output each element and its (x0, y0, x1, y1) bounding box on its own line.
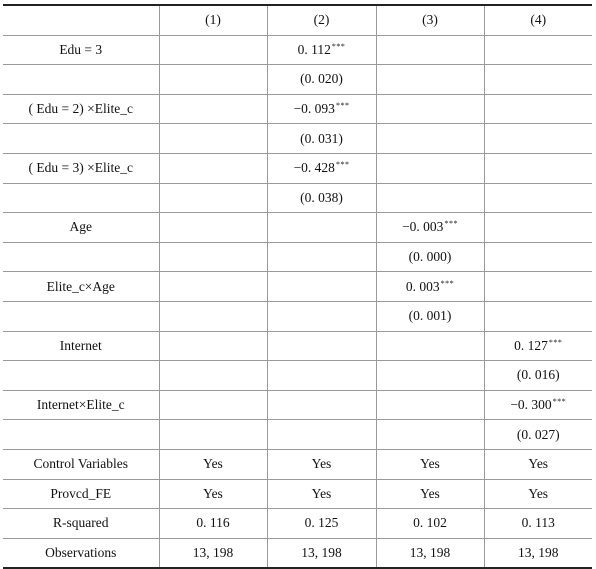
table-row (3, 538, 592, 568)
value-cell (159, 390, 267, 420)
value-cell (376, 183, 484, 213)
value-cell (376, 94, 484, 124)
value-cell (267, 213, 376, 243)
cell-value: Yes (420, 456, 440, 472)
value-cell (376, 35, 484, 65)
value-cell (159, 124, 267, 154)
significance-stars: *** (548, 337, 563, 347)
value-cell (484, 124, 592, 154)
row-label (3, 361, 159, 391)
significance-stars: *** (331, 41, 346, 51)
row-label (3, 124, 159, 154)
row-label: Internet×Elite_c (3, 390, 159, 420)
value-cell (376, 331, 484, 361)
cell-value: (0. 020) (300, 71, 343, 87)
cell-value: (0. 038) (300, 189, 343, 205)
value-cell (376, 449, 484, 479)
value-cell (159, 65, 267, 95)
value-cell (376, 361, 484, 391)
cell-value: Yes (203, 485, 223, 501)
value-cell (159, 301, 267, 331)
cell-value: 13, 198 (409, 544, 451, 560)
value-cell (376, 479, 484, 509)
cell-value: −0. 093 (293, 101, 335, 117)
table-row (3, 479, 592, 509)
table-row (3, 94, 592, 124)
row-label (3, 65, 159, 95)
value-cell (267, 390, 376, 420)
table-row (3, 509, 592, 539)
value-cell (484, 94, 592, 124)
value-cell (484, 509, 592, 539)
cell-value: Yes (528, 485, 549, 501)
cell-value: (0. 027) (516, 426, 560, 442)
value-cell (376, 153, 484, 183)
row-label: Control Variables (3, 449, 159, 479)
cell-value: −0. 003 (402, 219, 444, 235)
value-cell (267, 331, 376, 361)
value-cell (267, 35, 376, 65)
cell-value: 13, 198 (192, 544, 234, 560)
cell-value: −0. 428 (293, 160, 335, 176)
value-cell (484, 213, 592, 243)
cell-value: (0. 001) (408, 308, 452, 324)
value-cell (159, 183, 267, 213)
value-cell (376, 213, 484, 243)
table-row (3, 361, 592, 391)
row-label (3, 183, 159, 213)
table-row (3, 65, 592, 95)
value-cell (267, 420, 376, 450)
row-label: Provcd_FE (3, 479, 159, 509)
value-cell (376, 65, 484, 95)
table-row (3, 301, 592, 331)
value-cell (267, 94, 376, 124)
cell-value: 0. 125 (304, 515, 339, 531)
value-cell (159, 361, 267, 391)
value-cell (159, 35, 267, 65)
value-cell (159, 331, 267, 361)
cell-value: 0. 127 (514, 337, 548, 353)
table-row (3, 390, 592, 420)
value-cell (267, 509, 376, 539)
value-cell (376, 242, 484, 272)
table-row (3, 153, 592, 183)
table-row (3, 124, 592, 154)
significance-stars: *** (335, 160, 350, 170)
value-cell (376, 390, 484, 420)
table-body (3, 5, 592, 568)
cell-value: Yes (420, 485, 440, 501)
cell-value: 0. 112 (297, 41, 331, 57)
row-label (3, 242, 159, 272)
value-cell (484, 331, 592, 361)
value-cell (159, 479, 267, 509)
cell-value: (0. 016) (516, 367, 560, 383)
value-cell (267, 153, 376, 183)
value-cell (484, 183, 592, 213)
value-cell (159, 94, 267, 124)
value-cell (267, 124, 376, 154)
value-cell (484, 65, 592, 95)
value-cell (267, 301, 376, 331)
cell-value: Yes (311, 485, 332, 501)
value-cell (484, 479, 592, 509)
cell-value: −0. 300 (510, 397, 552, 413)
value-cell (484, 390, 592, 420)
value-cell (267, 449, 376, 479)
row-label: Internet (3, 331, 159, 361)
value-cell (267, 538, 376, 568)
row-label: Edu = 3 (3, 35, 159, 65)
value-cell (484, 449, 592, 479)
value-cell (484, 153, 592, 183)
significance-stars: *** (444, 219, 458, 229)
value-cell (484, 242, 592, 272)
row-label: Observations (3, 538, 159, 568)
value-cell (267, 361, 376, 391)
significance-stars: *** (335, 101, 350, 111)
row-label: ( Edu = 3) ×Elite_c (3, 153, 159, 183)
cell-value: Yes (528, 456, 549, 472)
value-cell (484, 420, 592, 450)
cell-value: (0. 000) (408, 249, 452, 265)
header-cell-model-2: (2) (267, 5, 376, 35)
value-cell (484, 301, 592, 331)
row-label (3, 301, 159, 331)
row-label: Elite_c×Age (3, 272, 159, 302)
header-cell-corner (3, 5, 159, 35)
value-cell (159, 509, 267, 539)
table-row (3, 272, 592, 302)
value-cell (376, 301, 484, 331)
header-row (3, 5, 592, 35)
cell-value: Yes (203, 456, 223, 472)
value-cell (159, 538, 267, 568)
header-cell-model-4: (4) (484, 5, 592, 35)
value-cell (376, 538, 484, 568)
header-cell-model-3: (3) (376, 5, 484, 35)
value-cell (159, 153, 267, 183)
value-cell (267, 272, 376, 302)
value-cell (267, 183, 376, 213)
value-cell (376, 420, 484, 450)
table-row (3, 35, 592, 65)
table-row (3, 242, 592, 272)
value-cell (159, 449, 267, 479)
row-label: Age (3, 213, 159, 243)
cell-value: 0. 003 (405, 278, 440, 294)
cell-value: (0. 031) (300, 130, 343, 146)
cell-value: 0. 116 (196, 515, 230, 531)
value-cell (376, 124, 484, 154)
cell-value: 13, 198 (518, 544, 559, 560)
value-cell (159, 242, 267, 272)
value-cell (159, 272, 267, 302)
header-cell-model-1: (1) (159, 5, 267, 35)
cell-value: Yes (311, 456, 332, 472)
significance-stars: *** (552, 397, 567, 407)
significance-stars: *** (440, 278, 455, 288)
regression-table (3, 4, 592, 569)
value-cell (159, 420, 267, 450)
row-label: ( Edu = 2) ×Elite_c (3, 94, 159, 124)
cell-value: 0. 102 (413, 515, 447, 531)
table-row (3, 331, 592, 361)
row-label (3, 420, 159, 450)
value-cell (376, 272, 484, 302)
cell-value: 13, 198 (301, 544, 342, 560)
row-label: R-squared (3, 509, 159, 539)
value-cell (267, 242, 376, 272)
value-cell (484, 538, 592, 568)
value-cell (484, 361, 592, 391)
cell-value: 0. 113 (521, 515, 555, 531)
table-row (3, 420, 592, 450)
value-cell (484, 35, 592, 65)
value-cell (484, 272, 592, 302)
table-row (3, 183, 592, 213)
value-cell (267, 65, 376, 95)
value-cell (267, 479, 376, 509)
table-row (3, 449, 592, 479)
value-cell (376, 509, 484, 539)
table-row (3, 213, 592, 243)
value-cell (159, 213, 267, 243)
